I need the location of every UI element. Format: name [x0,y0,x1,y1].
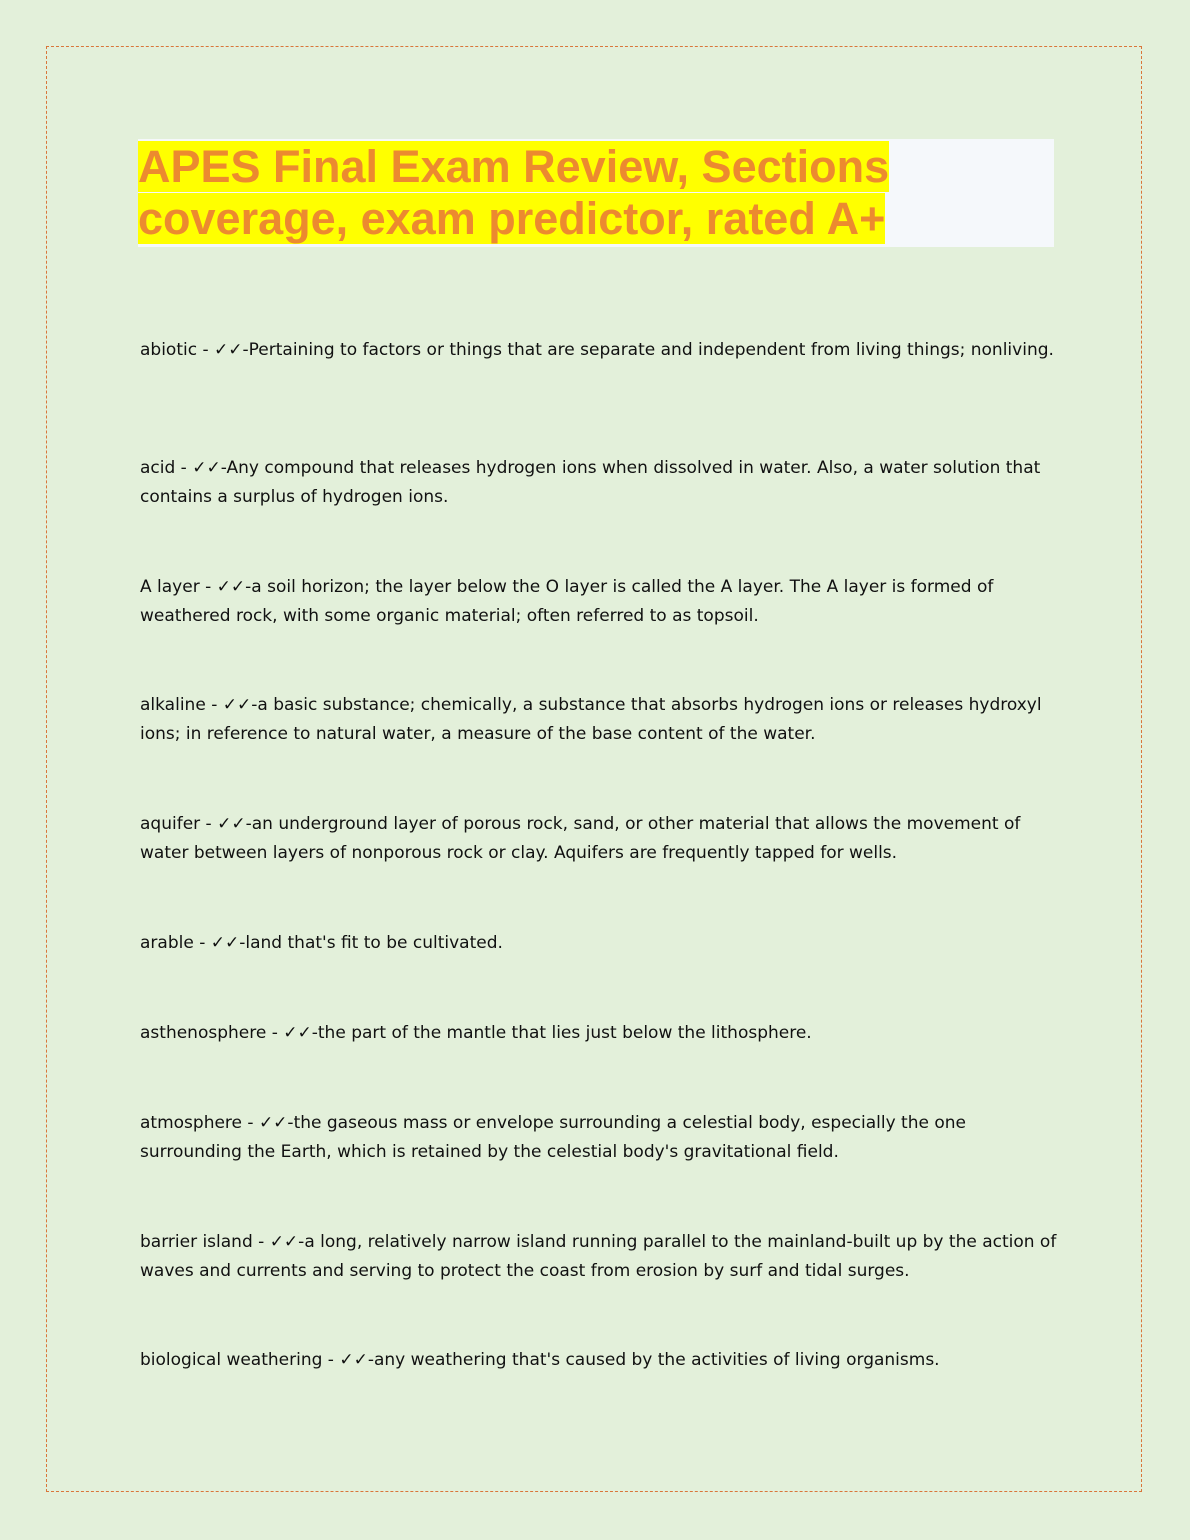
entry-term: alkaline [140,695,206,715]
entry-separator: - ✓✓- [205,695,258,715]
entry-term: atmosphere [140,1113,242,1133]
entry-separator: - ✓✓- [193,933,246,953]
glossary-entry [140,1019,1060,1048]
entry-separator: - ✓✓- [242,1113,294,1133]
glossary-entry [140,1109,1060,1167]
entry-term: barrier island [140,1232,253,1252]
entry-separator: - ✓✓- [175,458,227,478]
entry-term: abiotic [140,340,198,360]
entry-term: biological weathering [140,1350,323,1370]
entry-definition: any weathering that's caused by the activities of living organisms. [373,1350,940,1370]
entry-definition: Any compound that releases hydrogen ions when dissolved in water. Also, a water solution that contains a surplus of hydrogen ions. [140,458,1041,507]
title-block [138,139,1054,247]
entry-separator: - ✓✓- [266,1023,318,1043]
entry-term: aquifer [140,814,201,834]
glossary-entry [140,691,1060,749]
entry-separator: - ✓✓- [200,814,252,834]
entry-term: arable [140,933,194,953]
entry-definition: Pertaining to factors or things that are separate and independent from living things; nonliving. [248,340,1054,360]
entry-term: asthenosphere [140,1023,267,1043]
entry-separator: - ✓✓- [252,1232,305,1252]
glossary-entry [140,454,1060,512]
glossary-entry [140,1346,1060,1375]
entry-definition: the gaseous mass or envelope surrounding a celestial body, especially the one surrounding the Earth, which is retained by the celestial body's gravitational field. [140,1113,966,1162]
entry-definition: a basic substance; chemically, a substance that absorbs hydrogen ions or releases hydroxyl ions; in reference to natural water, a measure of the base content of the water. [140,695,1042,744]
entry-separator: - ✓✓- [199,577,252,597]
entry-definition: a long, relatively narrow island running parallel to the mainland-built up by the action of waves and currents and serving to protect the coast from erosion by surf and tidal surges. [140,1232,1057,1281]
glossary-entry [140,1228,1060,1286]
entry-definition: the part of the mantle that lies just below the lithosphere. [317,1023,812,1043]
entry-separator: - ✓✓- [197,340,249,360]
glossary-entry [140,336,1060,365]
entry-definition: land that's fit to be cultivated. [245,933,503,953]
title-line-2: coverage, exam predictor, rated A+ [138,193,886,244]
entry-term: A layer [140,577,200,597]
glossary-entry [140,810,1060,868]
glossary-entry [140,929,1060,958]
glossary-entry [140,573,1060,631]
entry-definition: an underground layer of porous rock, sand, or other material that allows the movement of water between layers of nonporous rock or clay. Aquifers are frequently tapped for wells. [140,814,1021,863]
entry-term: acid [140,458,176,478]
document-title [138,139,1054,245]
title-line-1: APES Final Exam Review, Sections [138,141,890,192]
entry-definition: a soil horizon; the layer below the O layer is called the A layer. The A layer is formed of weathered rock, with some organic material; often referred to as topsoil. [140,577,994,626]
entry-separator: - ✓✓- [322,1350,374,1370]
